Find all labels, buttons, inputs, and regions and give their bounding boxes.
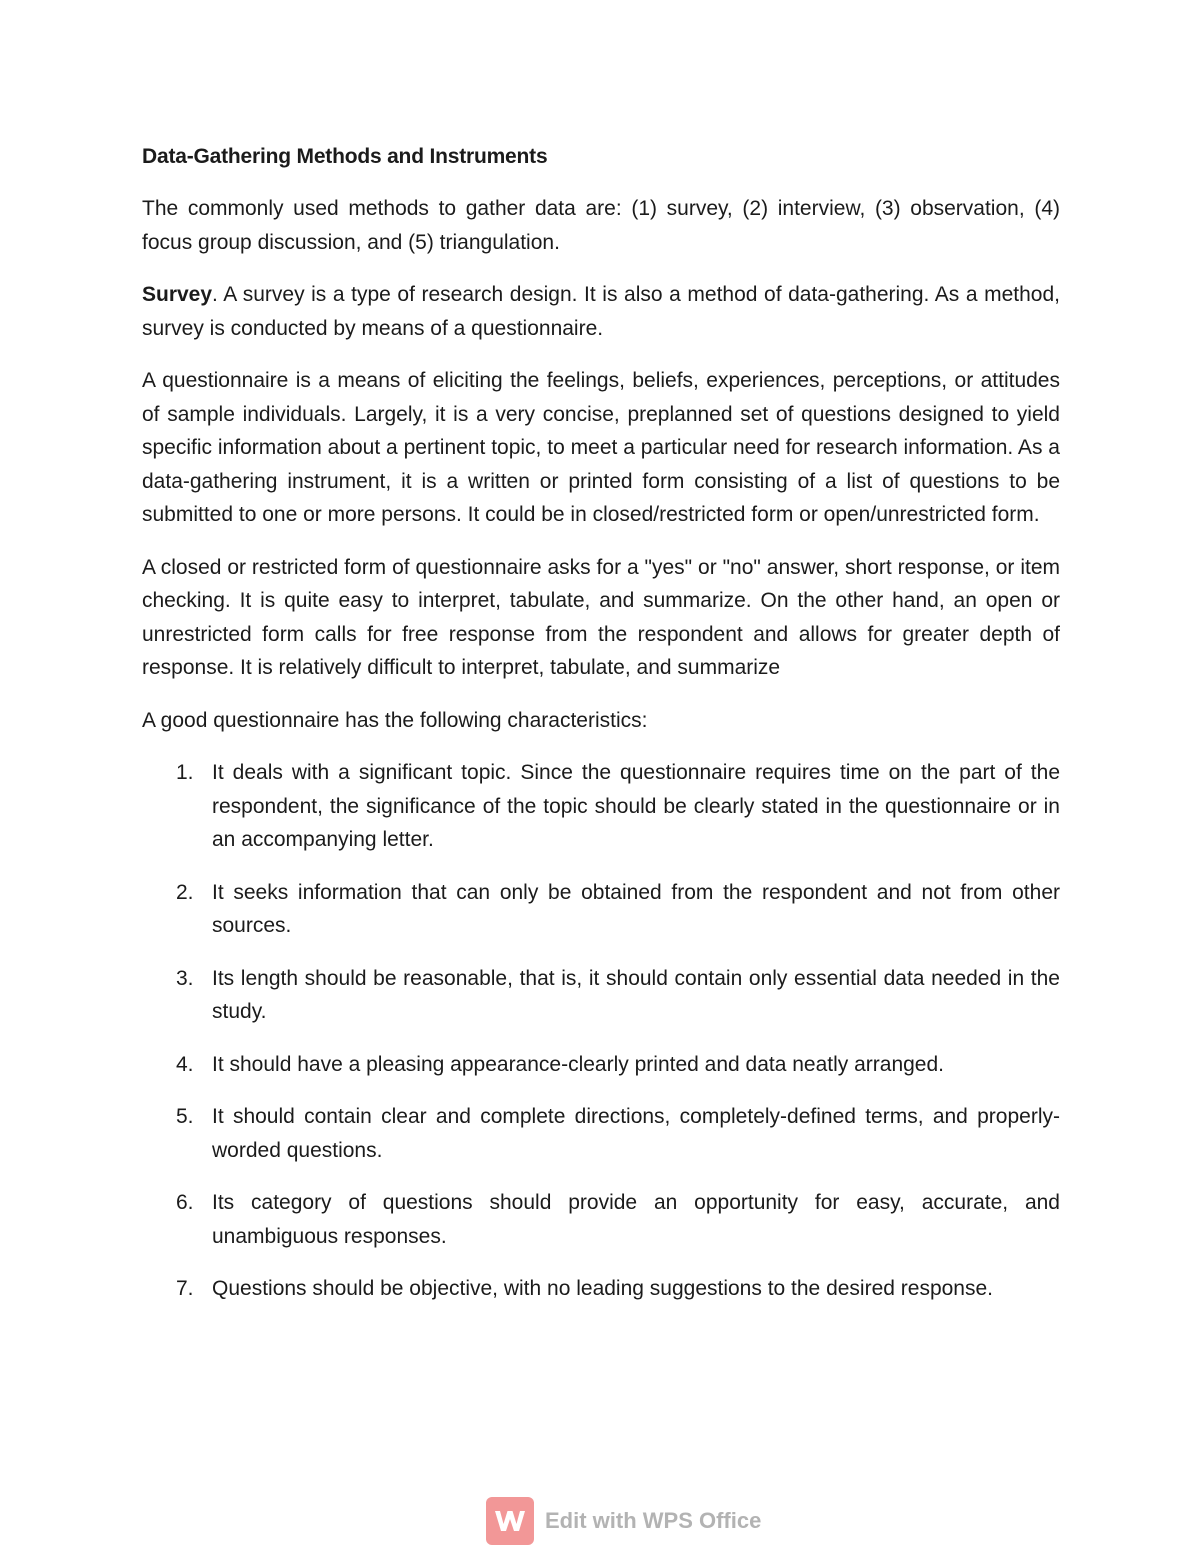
list-item-number: 1. xyxy=(176,761,194,784)
list-item-number: 7. xyxy=(176,1277,194,1300)
list-item-text: Questions should be objective, with no leading suggestions to the desired response. xyxy=(212,1277,993,1300)
survey-paragraph xyxy=(142,278,1060,345)
document-title: Data-Gathering Methods and Instruments xyxy=(142,145,548,168)
document-page xyxy=(142,140,1060,1325)
list-item-text: It should have a pleasing appearance-clearly printed and data neatly arranged. xyxy=(212,1052,944,1076)
list-item-number: 5. xyxy=(176,1105,194,1128)
list-item-number: 4. xyxy=(176,1052,194,1076)
list-item xyxy=(142,1186,1060,1253)
closed-form-paragraph: A closed or restricted form of questionnaire asks for a "yes" or "no" answer, short response, or item checking. It is quite easy to interpret, tabulate, and summarize. On the other hand, an open or unrestricted form calls for free response from the respondent and allows for greater depth of response. It is relatively difficult to interpret, tabulate, and summarize xyxy=(142,555,1060,679)
list-item xyxy=(142,1048,1060,1082)
list-item xyxy=(142,962,1060,1029)
intro-paragraph: The commonly used methods to gather data are: (1) survey, (2) interview, (3) observation, (4) focus group discussion, and (5) triangulation. xyxy=(142,197,1060,254)
survey-text: . A survey is a type of research design. It is also a method of data-gathering. As a method, survey is conducted by means of a questionnaire. xyxy=(142,283,1060,340)
list-item-text: It should contain clear and complete directions, completely-defined terms, and properly-worded questions. xyxy=(212,1105,1060,1162)
list-item-number: 6. xyxy=(176,1191,194,1214)
list-item-text: Its category of questions should provide an opportunity for easy, accurate, and unambiguous responses. xyxy=(212,1191,1060,1248)
survey-label: Survey xyxy=(142,283,213,306)
characteristics-intro: A good questionnaire has the following characteristics: xyxy=(142,708,648,732)
wps-edit-label: Edit with WPS Office xyxy=(545,1508,762,1533)
characteristics-list xyxy=(142,756,1060,1306)
wps-logo-icon xyxy=(486,1497,534,1545)
list-item xyxy=(142,1272,1060,1306)
list-item xyxy=(142,756,1060,857)
wps-w-glyph-icon xyxy=(493,1508,527,1534)
questionnaire-paragraph: A questionnaire is a means of eliciting the feelings, beliefs, experiences, perceptions, or attitudes of sample individuals. Largely, it is a very concise, preplanned set of questions designed to yield specific information about a pertinent topic, to meet a particular need for research information. As a data-gathering instrument, it is a written or printed form consisting of a list of questions to be submitted to one or more persons. It could be in closed/restricted form or open/unrestricted form. xyxy=(142,369,1060,526)
list-item-number: 2. xyxy=(176,880,194,904)
list-item-text: Its length should be reasonable, that is, it should contain only essential data needed in the study. xyxy=(212,966,1060,1023)
list-item xyxy=(142,876,1060,943)
list-item xyxy=(142,1100,1060,1167)
list-item-number: 3. xyxy=(176,966,194,990)
list-item-text: It seeks information that can only be obtained from the respondent and not from other sources. xyxy=(212,880,1060,937)
wps-edit-link[interactable] xyxy=(486,1497,761,1545)
list-item-text: It deals with a significant topic. Since the questionnaire requires time on the part of the respondent, the significance of the topic should be clearly stated in the questionnaire or in an accompanying letter. xyxy=(212,761,1060,851)
